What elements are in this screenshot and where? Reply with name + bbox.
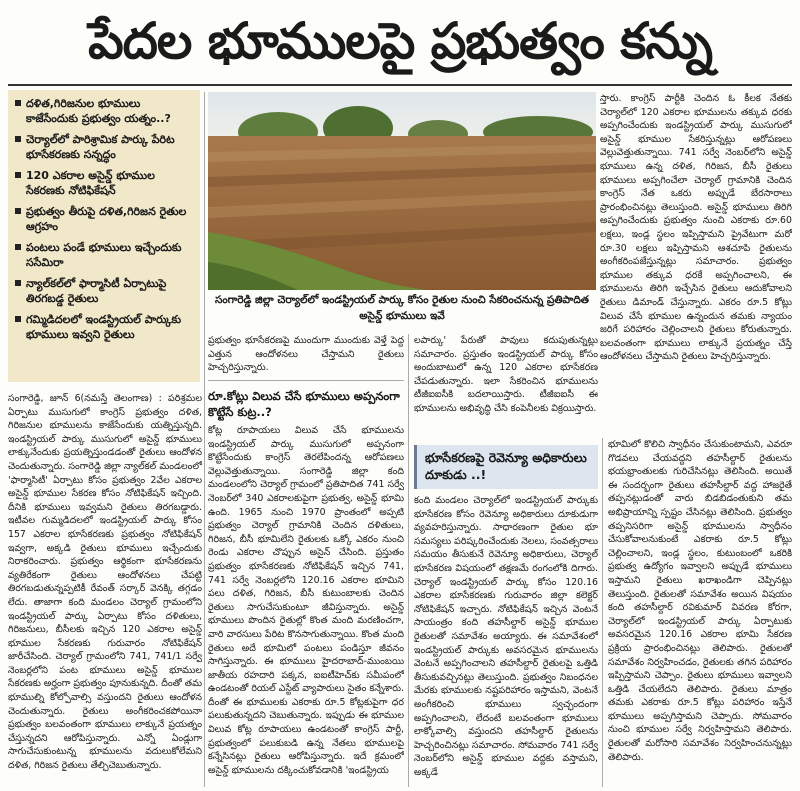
article-text: కోట్ల రూపాయలు విలువ చేసే భూములను ఇండస్ట్రియల్ పార్కు ముసుగులో అప్పనంగా కొట్టేసేందుకు కాంగ్రెస్ తెరలేపిందన్న ఆరోపణలు వెల్లువెత్తుతున్నాయి. సంగారెడ్డి జిల్లా కంది మండలంలోని చెర్యాల్ గ్రామంలో ప్రతిపాదిత 741 సర్వే నెంబర్‌లో 340 ఎకరాలకుపైగా ప్రభుత్వ, అసైన్డ్ భూమి ఉంది. 1965 నుంచి 1970 ప్రాంతంలో అప్పటి ప్రభుత్వం చెర్యాల్ గ్రామానికి చెందిన దళితులు, గిరిజన, బీసీ భూమిలేని రైతులకు ఒక్కో ఎకరం నుంచి రెండు ఎకరాల చొప్పున అసైన్ చేసింది. ప్రస్తుతం ప్రభుత్వం భూసేకరణకు నోటిఫికేషన్ ఇచ్చిన 741, 741 సర్వే నెంబర్లలోని 120.16 ఎకరాల భూమిని పలు దళిత, గిరిజన, బీసీ కుటుంబాలకు చెందిన రైతులు సాగుచేసుకుంటూ జీవిస్తున్నారు. అసైన్డ్ భూములు పొందిన రైతుల్లో కొంత మంది మరణించగా, వారి వారసులు పేరిట కొనసాగుతున్నాయి. కొంత మంది రైతులు అదే భూమిలో పంటలు పండిస్తూ జీవనం సాగిస్తున్నారు. ఈ భూములు హైదరాబాద్‌-ముంబయి జాతీయ రహదారి పక్కన, ఐఐటీహెచ్‌కు సమీపంలో ఉండటంతో రియల్ ఎస్టేట్ వ్యాపారులు సైతం కన్నేశారు. దీంతో ఈ భూములకు ఎకరాకు రూ.5 కోట్లకుపైగా ధర పలుకుతున్నదని చెబుతున్నారు. ఇప్పుడు ఈ భూముల విలువ కోట్ల రూపాయలు ఉండటంతో కాంగ్రెస్ పార్టీ, ప్రభుత్వంలో పలుకుబడి ఉన్న నేతలు భూములపై కన్నేసినట్లు రైతులు ఆరోపిస్తున్నారు. ఇదే క్రమంలో అసైన్డ్ భూములను దక్కించుకోవడానికి 'ఇండస్ట్రియ	[208, 425, 404, 776]
highlight-item: 120 ఎకరాల అసైన్డ్ భూముల సేకరణకు నోటిఫికేషన్	[14, 168, 194, 198]
article-text: స్తారు. కాంగ్రెస్ పార్టీకి చెందిన ఓ కీలక నేతకు చెర్యాల్‌లో 120 ఎకరాల భూములను తక్కువ ధరకు అప్పగించేందుకు ఇండస్ట్రియల్ పార్కు ముసుగులో అసైన్డ్ భూముల సేకరిస్తున్నట్లు ఆరోపణలు వెల్లువెత్తుతున్నాయి. 741 సర్వే నెంబర్‌లోని అసైన్డ్ భూములు ఉన్న దళిత, గిరిజన, బీసీ రైతులు భూములు అప్పగించేలా చెర్యాల్ గ్రామానికి చెందిన కాంగ్రెస్ నేత ఒకరు అప్పుడే బేరసారాలు ప్రారంభించినట్లు తెలుస్తుంది. అసైన్డ్ భూములు తిరిగి అప్పగించేందుకు ప్రభుత్వం నుంచి ఎకరాకు రూ.60 లక్షలు, ఇండ్ల స్థలం ఇప్పిస్తామని ప్రైవేటుగా మరో రూ.30 లక్షలు ఇప్పిస్తామని ఆశచూపి రైతులను అంగీకరింపజేస్తున్నట్లు సమాచారం. ప్రభుత్వం భూముల తక్కువ ధరకే అప్పగించాలని, ఈ భూములను తిరిగి ఇచ్చేసిన రైతులు ఆదుకోవాలని రైతులు డిమాండ్ చేస్తున్నారు. ఎకరం రూ.5 కోట్లు విలువ చేసే భూముల ఉన్నందున తమకు న్యాయం జరిగే పరిహారం చెల్లించాలని రైతులు కోరుతున్నారు. బలవంతంగా భూములు లాక్కునే ప్రయత్నం చేస్తే ఆందోళనలు చేస్తామని రైతులు హెచ్చరిస్తున్నారు.	[600, 93, 792, 363]
highlight-item: గమ్మిడిదలలో ఇండస్ట్రియల్ పార్కుకు భూములు ఇవ్వని రైతులు	[14, 312, 194, 342]
article-text: లపార్కు' పేరుతో పావులు కదుపుతున్నట్లు సమాచారం. ప్రస్తుతం ఇండస్ట్రియల్ పార్కు కోసం అందుబాటులో ఉన్న 120 ఎకరాల భూసేకరణ చేపడుతున్నారు. ఇలా సేకరించిన భూములను టీజీఐఐసీకి బదలాయిస్తారు. టీజీఐఐసీ ఈ భూములను అభివృద్ధి చేసి కంపెనీలకు విక్రయిస్తారు.	[414, 335, 598, 414]
column-divider	[602, 438, 603, 787]
article-column-2	[208, 334, 404, 376]
subheading: రూ.కోట్లు విలువ చేసే భూములు అప్పనంగా కొట్టేసే కుట్ర..?	[208, 389, 400, 419]
column-divider	[408, 334, 409, 787]
highlights-box	[8, 90, 200, 382]
article-column-6	[414, 494, 598, 788]
subheading-box: భూసేకరణపై రెవెన్యూ అధికారులు దూకుడు ..!	[414, 445, 598, 489]
highlight-item: న్యాల్‌కల్‌లో ఫార్మాసిటీ ఏర్పాటుపై తిరగబడ్డ రైతులు	[14, 276, 194, 306]
highlight-item: దళిత,గిరిజనుల భూములు కాజేసేందుకు ప్రభుత్వం యత్నం..?	[14, 96, 194, 126]
article-column-1	[8, 392, 202, 788]
headline: పేదల భూములపై ప్రభుత్వం కన్ను	[88, 11, 712, 70]
highlight-item: పంటలు పండే భూములు ఇచ్చేందుకు ససేమిరా	[14, 240, 194, 270]
highlight-item: ప్రభుత్వం తీరుపై దళిత,గిరిజన రైతుల ఆగ్రహం	[14, 204, 194, 234]
article-text: ప్రభుత్వం భూసేకరణపై ముందుగా ముందుకు వెళ్తే పెద్ద ఎత్తున ఆందోళనలు చేస్తామని రైతులు హెచ్చరిస్తున్నారు.	[208, 335, 404, 374]
article-text: భూమిలో కొలిచి స్వాధీనం చేసుకుంటామని, ఎవరూ గొడవలు చేయవద్దని తహసీల్దార్ రైతులను భయభ్రాంతులకు గురిచేసినట్లు తెలిసింది. అయితే ఈ సందర్భంగా రైతులు తహసీల్దార్ వద్ద హాజరైతే తప్పనట్లుడంతో వారు బిడబిడంతుకుని తమ అభిప్రాయాన్ని స్పష్టం చేసినట్లు తెలిసింది. ప్రభుత్వం తప్పనిసరిగా అసైన్డ్ భూములను స్వాధీనం చేసుకోవాలనుకుంటే ఎకరాకు రూ.5 కోట్లు చెల్లించాలని, ఇండ్ల స్థలం, కుటుంబంలో ఒకరికి ప్రభుత్వ ఉద్యోగం ఇవ్వాలని అప్పుడే భూములు ఇస్తామని రైతులు ఖరాఖండిగా చెప్పినట్లు తెలుస్తుంది. రైతులతో సమావేశం అయిన విషయం కంది తహసీల్దార్ రవికుమార్ వివరణ కోరగా, చెర్యాల్‌లో ఇండస్ట్రియల్ పార్కు ఏర్పాటుకు అవసరమైన 120.16 ఎకరాల భూమి సేకరణ ప్రక్రియ ప్రారంభించినట్లు తెలిపారు. రైతులతో సమావేశం నిర్వహించడం, రైతులకు తగిన పరిహారం ఇప్పిస్తామని చెప్పాం. రైతులు భూములు ఇవ్వాలని ఒత్తిడి చేయలేదని తెలిపారు. రైతులు మాత్రం తమకు ఎకరాకు రూ.5 కోట్లు పరిహారం ఇస్తేనే భూములు అప్పగిస్తామని చెప్పారు. సోమవారం నుంచి భూముల సర్వే నిర్వహిస్తామని తెలిపారు. రైతులతో మరోసారి సమావేశం నిర్వహించనున్నట్లు తెలిపారు.	[608, 439, 792, 763]
article-text: కంది మండలం చెర్యాల్‌లో ఇండస్ట్రియల్ పార్కుకు భూసేకరణ కోసం రెవెన్యూ అధికారులు దూకుడుగా వ్యవహరిస్తున్నారు. సాధారణంగా రైతుల భూ సమస్యలు పరిష్కరించేందుకు నెలలు, సంవత్సరాలు సమయం తీసుకునే రెవెన్యూ అధికారులు, చెర్యాల్ భూసేకరణ విషయంలో తక్షణమే రంగంలోకి దిగారు. చెర్యాల్ ఇండస్ట్రియల్ పార్కు కోసం 120.16 ఎకరాల భూసేకరణకు గురువారం జిల్లా కలెక్టర్ నోటిఫికేషన్ ఇచ్చారు. నోటిఫికేషన్ ఇచ్చిన వెంటనే సాయంత్రం కంది తహసీల్దార్ అసైన్డ్ భూముల రైతులతో సమావేశం అయ్యారు. ఈ సమావేశంలో ఇండస్ట్రియల్ పార్కుకు అవసరమైన భూములను వెంటనే అప్పగించాలని తహసీల్దార్ రైతులపై ఒత్తిడి తీసుకువచ్చినట్లు తెలుస్తుంది. ప్రభుత్వం నిబంధనల మేరకు భూములకు నష్టపరిహారం ఇస్తామని, వెంటనే అంగీకరించి భూములు స్వచ్ఛందంగా అప్పగించాలని, లేదంటే బలవంతంగా భూములు లాక్కోవాల్సి వస్తుందని తహసీల్దార్ రైతులను హెచ్చరించినట్లు సమాచారం. సోమవారం 741 సర్వే నెంబర్‌లోని అసైన్డ్ భూముల వద్దకు వస్తామని, అక్కడే	[414, 495, 598, 778]
article-column-5	[600, 92, 792, 432]
section-divider	[208, 380, 404, 381]
highlight-item: చెర్యాల్‌లో పారిశ్రామిక పార్కు పేరిట భూసేకరణకు సన్నద్ధం	[14, 132, 194, 162]
article-text: సంగారెడ్డి, జూన్ 6(నమస్తే తెలంగాణ) : పరిశ్రమల ఏర్పాటు ముసుగులో కాంగ్రెస్ ప్రభుత్వం దళిత, గిరిజనుల భూములను కాజేసేందుకు యత్నిస్తున్నది. ఇండస్ట్రియల్ పార్కు ముసుగులో అసైన్డ్ భూములు లాక్కునేందుకు ప్రయత్నిస్తుండడంతో రైతులు ఆందోళన చెందుతున్నారు. సంగారెడ్డి జిల్లా న్యాల్‌కల్ మండలంలో 'ఫార్మాసిటీ' ఏర్పాటు కోసం ప్రభుత్వం 2వేల ఎకరాల అసైన్డ్ భూముల సేకరణ కోసం నోటిఫికేషన్ ఇచ్చింది. దీనికి భూములు ఇవ్వమని రైతులు తిరగబడ్డారు. ఇటీవల గుమ్మడిదలలో ఇండస్ట్రియల్ పార్కు కోసం 157 ఎకరాల భూసేకరణకు ప్రభుత్వం నోటిఫికేషన్ ఇవ్వగా, అక్కడి రైతులు భూములు ఇచ్చేందుకు నిరాకరించారు. ప్రభుత్వం ఆర్థికంగా భూసేకరణను వ్యతిరేకంగా రైతులు ఆందోళనలు చేపట్టి తిరగబడుతున్నప్పటికీ రేవంత్ సర్కార్ వెనక్కి తగ్గడం లేదు. తాజాగా కంది మండలం చెర్యాల్ గ్రామంలోని ఇండస్ట్రియల్ పార్కు ఏర్పాటు కోసం దళితులు, గిరిజనులు, బీసీలకు ఇచ్చిన 120 ఎకరాల అసైన్డ్ భూముల సేకరణకు గురువారం నోటిఫికేషన్ జారీచేసింది. చెర్యాల్ గ్రామంలోని 741, 741/1 సర్వే నెంబర్లలోని పంట భూములు అసైన్డ్ భూముల సేకరణకు అర్హంగా ప్రభుత్వం పూనుకున్నది. దీంతో తమ భూముల్ని కోల్పోవాల్సి వస్తుందని రైతులు ఆందోళన చెందుతున్నారు. రైతులు అంగీకరించకపోయినా ప్రభుత్వం బలవంతంగా భూములు లాక్కునే ప్రయత్నం చేస్తున్నదని ఆరోపిస్తున్నారు. ఎన్నో ఏండ్లుగా సాగుచేసుకుంటున్న భూములను వదులుకోలేమని దళిత, గిరిజన రైతులు తేల్చిచెబుతున్నారు.	[8, 393, 202, 772]
article-column-4	[414, 334, 598, 434]
farmland-photo	[208, 92, 596, 290]
article-column-3	[208, 424, 404, 788]
article-column-7	[608, 438, 792, 788]
photo-caption: సంగారెడ్డి జిల్లా చెర్యాల్‌లో ఇండస్ట్రియల్ పార్కు కోసం రైతుల నుంచి సేకరించనున్న ప్రతిపాదిత అసైన్డ్ భూములు ఇవే	[215, 294, 589, 322]
headline-rule	[8, 84, 792, 86]
column-divider	[204, 92, 205, 787]
